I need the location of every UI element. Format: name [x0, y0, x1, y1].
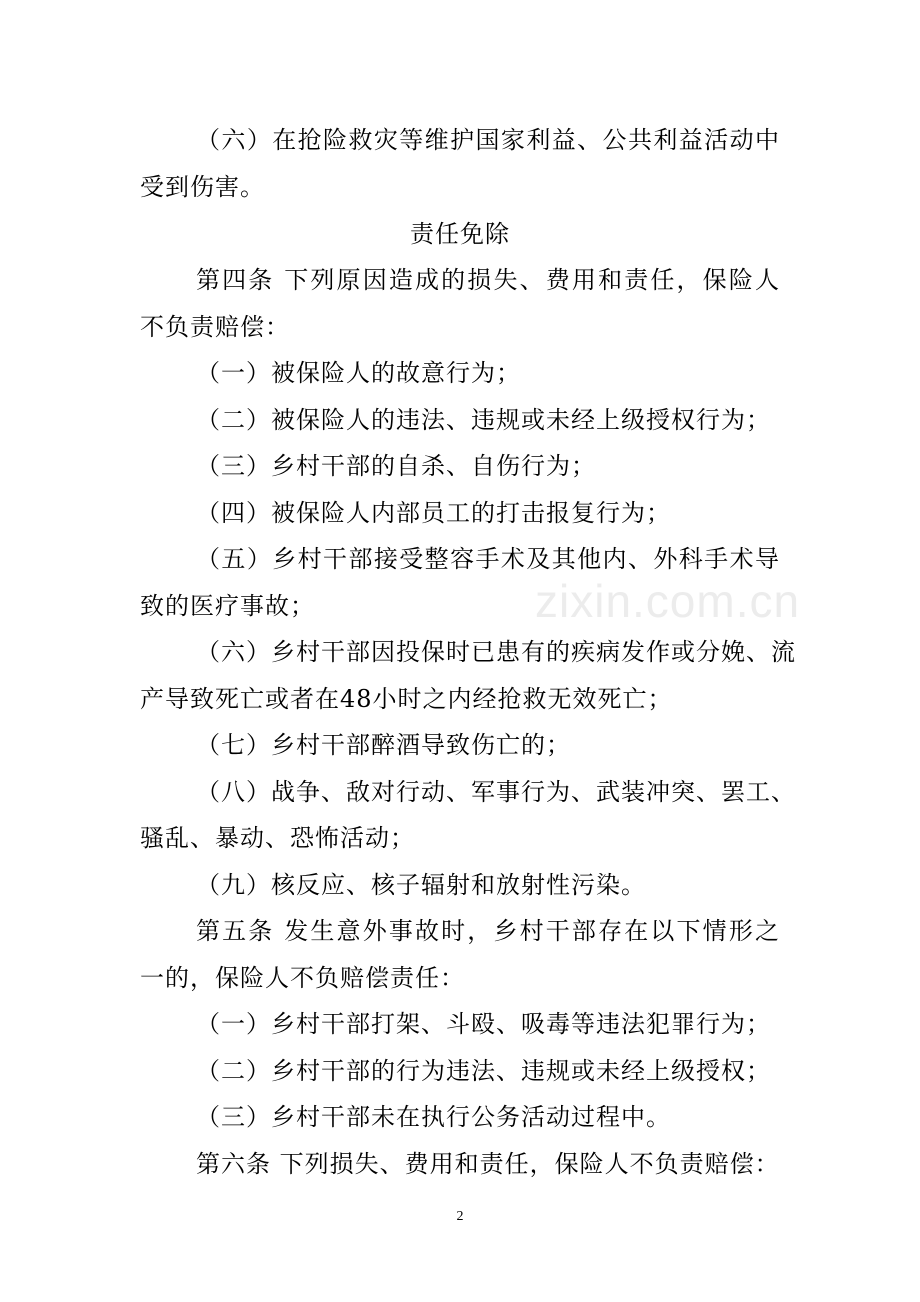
list-item: （二）乡村干部的行为违法、违规或未经上级授权；	[196, 1057, 771, 1085]
list-item: （一）被保险人的故意行为；	[196, 359, 521, 387]
list-item: （三）乡村干部未在执行公务活动过程中。	[196, 1103, 671, 1131]
paragraph-line: 不负责赔偿：	[140, 313, 290, 341]
list-item: （六）乡村干部因投保时已患有的疾病发作或分娩、流	[196, 638, 796, 666]
list-item: （九）核反应、核子辐射和放射性污染。	[196, 871, 646, 899]
paragraph-line: （六）在抢险救灾等维护国家利益、公共利益活动中	[196, 126, 780, 154]
list-item: （五）乡村干部接受整容手术及其他内、外科手术导	[196, 545, 780, 573]
list-item-continuation: 产导致死亡或者在48小时之内经抢救无效死亡；	[140, 685, 673, 713]
section-heading: 责任免除	[410, 220, 510, 248]
list-item: （三）乡村干部的自杀、自伤行为；	[196, 452, 596, 480]
watermark: zixin.com.cn	[535, 575, 801, 627]
list-item: （四）被保险人内部员工的打击报复行为；	[196, 499, 671, 527]
paragraph-line: 一的，保险人不负赔偿责任：	[140, 964, 465, 992]
list-item-continuation: 致的医疗事故；	[140, 592, 315, 620]
list-item-continuation: 骚乱、暴动、恐怖活动；	[140, 824, 415, 852]
article-heading-line: 第六条 下列损失、费用和责任，保险人不负责赔偿：	[196, 1150, 780, 1178]
paragraph-line: 受到伤害。	[140, 173, 265, 201]
page-number: 2	[456, 1209, 464, 1224]
article-heading-line: 第四条 下列原因造成的损失、费用和责任，保险人	[196, 266, 780, 294]
list-item: （八）战争、敌对行动、军事行为、武装冲突、罢工、	[196, 778, 796, 806]
list-item: （一）乡村干部打架、斗殴、吸毒等违法犯罪行为；	[196, 1010, 771, 1038]
list-item: （七）乡村干部醉酒导致伤亡的；	[196, 731, 571, 759]
article-heading-line: 第五条 发生意外事故时，乡村干部存在以下情形之	[196, 917, 780, 945]
list-item: （二）被保险人的违法、违规或未经上级授权行为；	[196, 406, 771, 434]
